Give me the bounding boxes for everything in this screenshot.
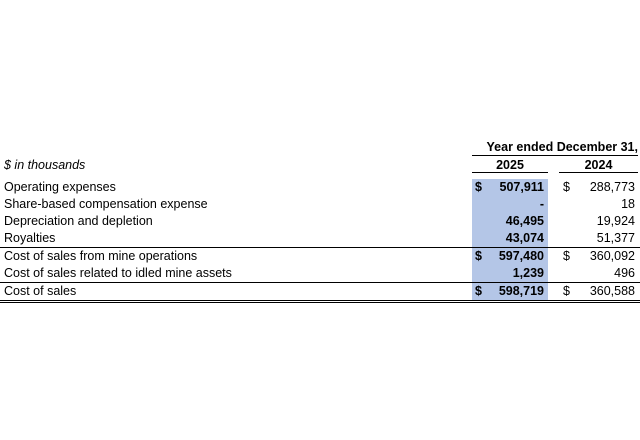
value-2024: 288,773	[589, 180, 635, 194]
row-label: Royalties	[4, 231, 56, 245]
table-row-operating-expenses	[0, 179, 640, 196]
value-2024: 360,588	[589, 284, 635, 298]
currency-symbol-2025: $	[475, 180, 482, 194]
row-label: Share-based compensation expense	[4, 197, 208, 211]
value-2024: 19,924	[596, 214, 635, 228]
table-row-share-based-compensation	[0, 196, 640, 213]
double-underline	[0, 300, 640, 303]
currency-symbol-2024: $	[563, 249, 570, 263]
row-label: Cost of sales	[4, 284, 77, 298]
value-2025: 598,719	[498, 284, 544, 298]
row-label: Depreciation and depletion	[4, 214, 153, 228]
currency-symbol-2025: $	[475, 284, 482, 298]
currency-symbol-2024: $	[563, 284, 570, 298]
table-row-idled-mine-assets	[0, 265, 640, 282]
value-2025: 46,495	[505, 214, 544, 228]
table-row-depreciation	[0, 213, 640, 230]
year-2024-header: 2024	[559, 157, 638, 173]
row-label: Cost of sales related to idled mine assets	[4, 266, 232, 280]
value-2024: 496	[614, 266, 635, 280]
value-2025: 1,239	[512, 266, 544, 280]
table-row-cost-from-mine-operations	[0, 247, 640, 265]
value-2024: 51,377	[596, 231, 635, 245]
row-label: Cost of sales from mine operations	[4, 249, 198, 263]
table-row-royalties	[0, 230, 640, 247]
value-2025: -	[539, 197, 544, 211]
year-2025-header: 2025	[472, 157, 548, 173]
period-header: Year ended December 31,	[472, 139, 638, 156]
value-2025: 43,074	[505, 231, 544, 245]
unit-label: $ in thousands	[4, 158, 86, 172]
value-2024: 360,092	[589, 249, 635, 263]
row-label: Operating expenses	[4, 180, 116, 194]
currency-symbol-2025: $	[475, 249, 482, 263]
value-2025: 507,911	[499, 180, 544, 194]
currency-symbol-2024: $	[563, 180, 570, 194]
value-2025: 597,480	[498, 249, 544, 263]
table-row-cost-of-sales-total	[0, 282, 640, 300]
value-2024: 18	[621, 197, 635, 211]
table-body	[0, 179, 640, 300]
